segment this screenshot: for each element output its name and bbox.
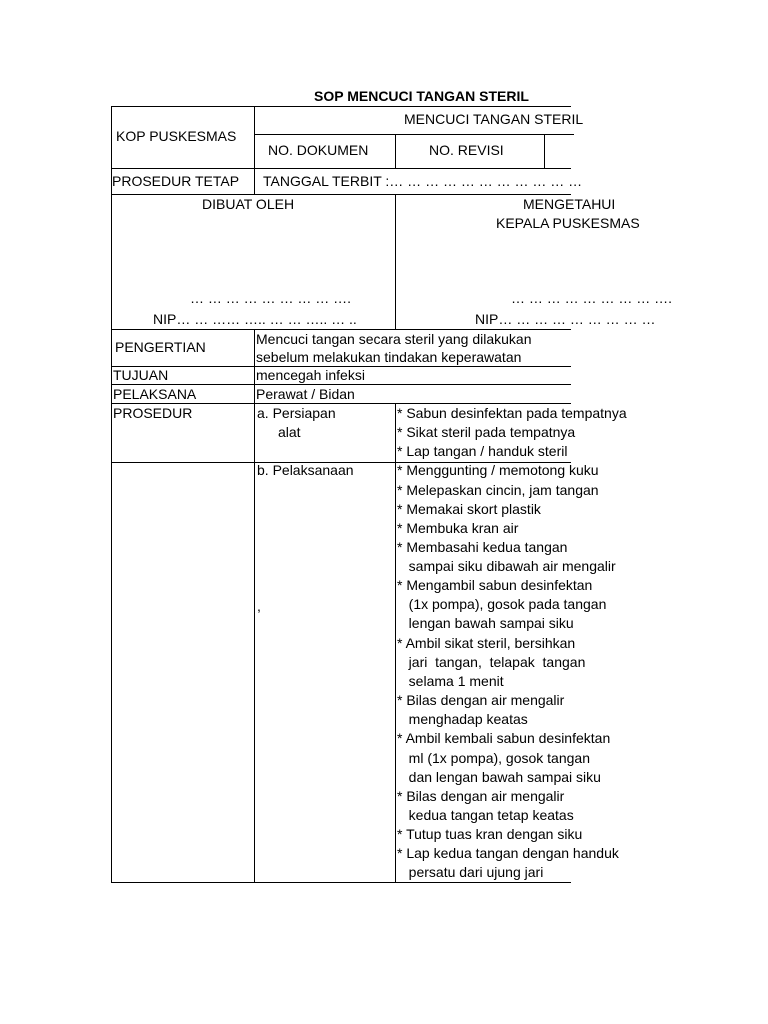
no-revisi-label: NO. REVISI (429, 142, 504, 158)
list-item: dan lengan bawah sampai siku (397, 769, 601, 785)
list-item: * Membasahi kedua tangan (397, 539, 568, 555)
stray-comma: , (257, 598, 261, 614)
list-item: * Ambil kembali sabun desinfektan (397, 730, 611, 746)
list-item: ml (1x pompa), gosok tangan (397, 750, 590, 766)
doc-title-cell: MENCUCI TANGAN STERIL (404, 111, 584, 127)
table-rule (111, 194, 571, 195)
pengertian-label: PENGERTIAN (115, 339, 206, 355)
list-item: * Membuka kran air (397, 520, 519, 536)
table-rule (111, 106, 571, 107)
pelaksana-label: PELAKSANA (113, 386, 197, 402)
list-item: kedua tangan tetap keatas (397, 807, 574, 823)
list-item: persatu dari ujung jari (397, 864, 544, 880)
list-item: * Ambil sikat steril, bersihkan (397, 635, 576, 651)
tujuan-value: mencegah infeksi (256, 367, 365, 383)
table-rule (395, 403, 396, 883)
list-item: * Mengambil sabun desinfektan (397, 577, 593, 593)
prosedur-tetap-label: PROSEDUR TETAP (112, 173, 240, 189)
pengertian-text-line-2: sebelum melakukan tindakan keperawatan (256, 349, 522, 365)
list-item: * Lap tangan / handuk steril (397, 443, 568, 459)
list-item: selama 1 menit (397, 673, 504, 689)
list-item: * Sabun desinfektan pada tempatnya (397, 405, 627, 421)
table-rule (254, 106, 255, 194)
kepala-puskesmas-label: KEPALA PUSKESMAS (496, 215, 640, 231)
pelaksana-value: Perawat / Bidan (256, 386, 355, 402)
table-rule (111, 384, 571, 385)
tanggal-terbit: TANGGAL TERBIT :… … … … … … … … … … … (263, 173, 583, 189)
list-item: * Menggunting / memotong kuku (397, 462, 599, 478)
pelaksanaan-label: b. Pelaksanaan (257, 462, 354, 478)
table-rule (111, 168, 571, 169)
table-rule (544, 134, 545, 168)
list-item: (1x pompa), gosok pada tangan (397, 596, 607, 612)
tujuan-label: TUJUAN (113, 367, 169, 383)
signature-dots-right: … … … … … … … … …. (511, 290, 673, 306)
list-item: * Tutup tuas kran dengan siku (397, 826, 583, 842)
list-item: * Melepaskan cincin, jam tangan (397, 482, 599, 498)
list-item: menghadap keatas (397, 711, 528, 727)
signature-dots-left: … … … … … … … … …. (190, 290, 352, 306)
persiapan-alat-label: a. Persiapan (257, 405, 336, 421)
persiapan-alat-label: alat (278, 424, 301, 440)
dibuat-oleh-label: DIBUAT OLEH (202, 196, 295, 212)
mengetahui-label: MENGETAHUI (523, 196, 616, 212)
nip-left: NIP… … …… ….. … … ….. … .. (153, 311, 357, 327)
pengertian-text-line-1: Mencuci tangan secara steril yang dilakukan (256, 331, 532, 347)
list-item: sampai siku dibawah air mengalir (397, 558, 616, 574)
list-item: * Lap kedua tangan dengan handuk (397, 845, 619, 861)
prosedur-label: PROSEDUR (113, 405, 193, 421)
table-rule (395, 134, 396, 168)
table-rule (111, 403, 571, 404)
table-rule (395, 194, 396, 329)
list-item: * Sikat steril pada tempatnya (397, 424, 576, 440)
list-item: jari tangan, telapak tangan (397, 654, 586, 670)
kop-puskesmas: KOP PUSKESMAS (116, 128, 237, 144)
list-item: * Memakai skort plastik (397, 501, 541, 517)
nip-right: NIP… … … … … … … … … (475, 311, 656, 327)
table-rule (111, 882, 571, 883)
table-rule (254, 134, 574, 135)
no-dokumen-label: NO. DOKUMEN (268, 142, 369, 158)
list-item: lengan bawah sampai siku (397, 615, 574, 631)
document-title: SOP MENCUCI TANGAN STERIL (314, 88, 529, 104)
list-item: * Bilas dengan air mengalir (397, 788, 565, 804)
list-item: * Bilas dengan air mengalir (397, 692, 565, 708)
table-rule (254, 329, 255, 883)
table-rule (111, 106, 112, 883)
table-rule (111, 329, 571, 330)
